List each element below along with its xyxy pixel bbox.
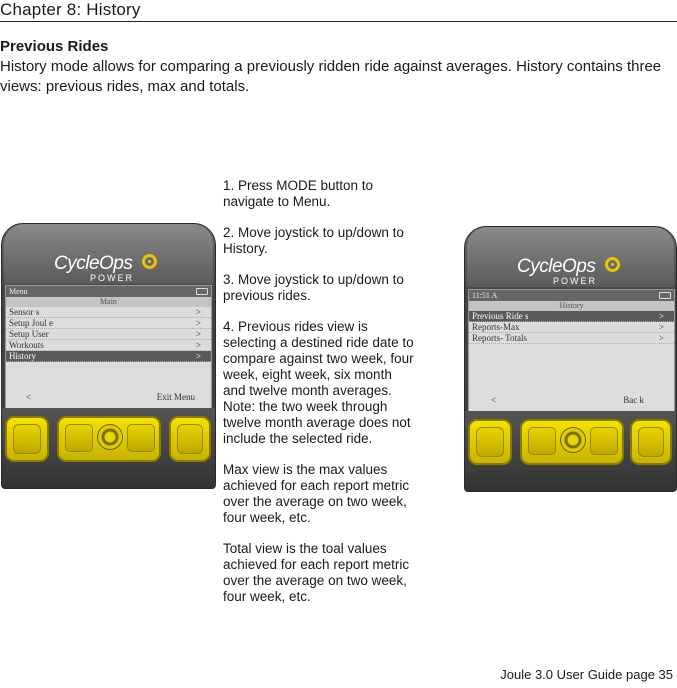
chevron-right-icon: > [195, 318, 201, 328]
menu-item-reports-max[interactable] [469, 322, 674, 333]
button-panel [465, 411, 676, 491]
status-text: 11:51 A [472, 291, 498, 300]
menu-item-history[interactable] [6, 351, 211, 362]
menu-item-label: Reports- Totals [472, 333, 527, 343]
step-2: 2. Move joystick to up/down to History. [223, 225, 404, 256]
soft-key-back-label[interactable]: Bac k [623, 395, 644, 405]
section-heading: Previous Rides [0, 38, 109, 55]
joystick-pad[interactable] [57, 416, 161, 462]
joystick-right[interactable] [590, 427, 618, 455]
menu-item-label: Setup User [9, 329, 49, 339]
chevron-right-icon: > [195, 340, 201, 350]
brand-sub: POWER [90, 273, 135, 283]
chevron-right-icon: > [195, 329, 201, 339]
joystick-pad[interactable] [520, 419, 624, 465]
max-view-note: Max view is the max values achieved for each report metric over the average on two week, four week, etc. [223, 462, 410, 525]
menu-item-setup-joule[interactable] [6, 318, 211, 329]
step-4: 4. Previous rides view is selecting a destined ride date to compare against two week, four week, eight week, six month and twelve month averages. Note: the two week through twelve month average does not include the selected ride. [223, 319, 414, 446]
chevron-right-icon: > [195, 307, 201, 317]
brand-name: CycleOps [54, 253, 133, 274]
joule-device-menu [1, 223, 216, 489]
joystick-left[interactable] [65, 424, 93, 452]
screen-title: Main [6, 297, 211, 307]
menu-item-previous-rides[interactable] [469, 311, 674, 322]
menu-item-label: Sensor s [9, 307, 40, 317]
chevron-right-icon: > [658, 311, 664, 321]
step-3: 3. Move joystick to up/down to previous rides. [223, 272, 404, 303]
step-1: 1. Press MODE button to navigate to Menu. [223, 178, 374, 209]
menu-item-label: Setup Joul e [9, 318, 53, 328]
chevron-right-icon: > [658, 322, 664, 332]
left-button[interactable] [468, 419, 512, 465]
brand-name: CycleOps [517, 256, 596, 277]
battery-icon [659, 292, 671, 299]
menu-item-workouts[interactable] [6, 340, 211, 351]
logo-ring-icon [142, 254, 157, 269]
soft-key-back[interactable]: < [26, 392, 32, 402]
logo-ring-icon [605, 257, 620, 272]
menu-item-label: Reports-Max [472, 322, 520, 332]
chevron-right-icon: > [658, 333, 664, 343]
menu-item-reports-totals[interactable] [469, 333, 674, 344]
joule-device-history [464, 226, 677, 492]
joystick-right[interactable] [127, 424, 155, 452]
brand-sub: POWER [553, 276, 598, 286]
chevron-right-icon: > [195, 351, 201, 361]
menu-item-setup-user[interactable] [6, 329, 211, 340]
battery-icon [196, 288, 208, 295]
chapter-rule [0, 21, 677, 22]
menu-item-sensors[interactable] [6, 307, 211, 318]
menu-item-label: Previous Ride s [472, 311, 529, 321]
mode-button[interactable] [169, 416, 211, 462]
menu-item-label: Workouts [9, 340, 44, 350]
status-bar [469, 290, 674, 301]
left-button[interactable] [5, 416, 49, 462]
instruction-steps [223, 178, 418, 620]
joystick-icon[interactable] [560, 427, 586, 453]
joystick-icon[interactable] [97, 424, 123, 450]
page-footer: Joule 3.0 User Guide page 35 [500, 667, 673, 682]
soft-key-exit-menu[interactable]: Exit Menu [156, 392, 195, 402]
joystick-left[interactable] [528, 427, 556, 455]
device-screen [5, 285, 212, 409]
soft-key-back[interactable]: < [491, 395, 497, 405]
screen-title: History [469, 301, 674, 311]
mode-button[interactable] [630, 419, 672, 465]
device-screen [468, 289, 675, 412]
status-bar [6, 286, 211, 297]
menu-item-label: History [9, 351, 36, 361]
intro-paragraph: History mode allows for comparing a previously ridden ride against averages. History contains three views: previous rides, max and totals. [0, 58, 662, 95]
total-view-note: Total view is the toal values achieved for each report metric over the average on two week, four week, etc. [223, 541, 410, 604]
button-panel [2, 408, 215, 488]
status-text: Menu [9, 287, 28, 296]
chapter-title: Chapter 8: History [0, 0, 141, 19]
